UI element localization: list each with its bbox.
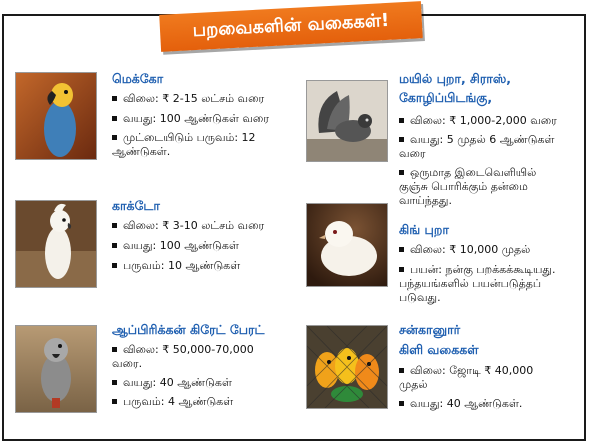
cockatoo-name: காக்டோ [112,198,160,213]
fantail-pigeon-photo [306,80,388,162]
cockatoo-price: விலை: ₹ 3-10 லட்சம் வரை [123,219,265,232]
fantail-pigeon-age: வயது: 5 முதல் 6 ஆண்டுகள் [410,133,555,146]
cockatoo-photo [15,200,97,288]
sun-conure-age: வயது: 40 ஆண்டுகள். [410,397,523,410]
african-grey-price-cont: வரை. [112,357,143,370]
cockatoo-age: வயது: 100 ஆண்டுகள் [123,239,239,252]
king-pigeon-name: கிங் புறா [399,222,449,237]
sun-conure-price: விலை: ஜோடி ₹ 40,000 [410,364,534,377]
sun-conure-price-cont: முதல் [399,378,428,391]
macaw-image [16,73,96,159]
cockatoo-season: பருவம்: 10 ஆண்டுகள் [123,259,241,272]
sun-conure-name-cont: கிளி வகைகள் [399,342,479,357]
king-pigeon-photo [306,203,388,287]
cockatoo-image [16,201,96,287]
sun-conure-photo [306,325,388,409]
fantail-pigeon-age-cont: வரை [399,147,426,160]
macaw-laying-age: முட்டையிடும் பருவம்: 12 [123,131,256,144]
king-pigeon-price: விலை: ₹ 10,000 முதல் [410,243,531,256]
fantail-pigeon-price: விலை: ₹ 1,000-2,000 வரை [410,114,557,127]
king-pigeon-image [307,204,387,286]
macaw-name: மெக்கோ [112,71,164,86]
african-grey-name: ஆப்பிரிக்கன் கிரேட் பேரட் [112,322,265,337]
macaw-laying-age-cont: ஆண்டுகள். [112,145,171,158]
page-title: பறவைகளின் வகைகள்! [192,9,390,42]
fantail-pigeon-note-cont1: குஞ்சு பொரிக்கும் தன்மை [399,180,528,193]
king-pigeon-use-cont2: படுவது. [399,291,441,304]
african-grey-image [16,326,96,412]
african-grey-age: வயது: 40 ஆண்டுகள் [123,376,232,389]
sun-conure-image [307,326,387,408]
sun-conure-name: சன்கானுார் [399,322,461,337]
fantail-pigeon-note-cont2: வாய்ந்தது. [399,194,452,207]
macaw-photo [15,72,97,160]
african-grey-season: பருவம்: 4 ஆண்டுகள் [123,395,234,408]
fantail-pigeon-name-cont: கோழிப்பிடங்கு, [399,90,493,105]
african-grey-price: விலை: ₹ 50,000-70,000 [123,343,254,356]
king-pigeon-use-cont1: பந்தயங்களில் பயன்படுத்தப் [399,277,542,290]
african-grey-parrot-photo [15,325,97,413]
macaw-age: வயது: 100 ஆண்டுகள் வரை [123,112,269,125]
fantail-pigeon-image [307,81,387,161]
king-pigeon-use: பயன்: நன்கு பறக்கக்கூடியது. [410,263,556,276]
fantail-pigeon-name: மயில் புறா, சிராஸ், [399,71,512,86]
fantail-pigeon-note: ஒருமாத இடைவெளியில் [410,166,537,179]
macaw-price: விலை: ₹ 2-15 லட்சம் வரை [123,92,265,105]
